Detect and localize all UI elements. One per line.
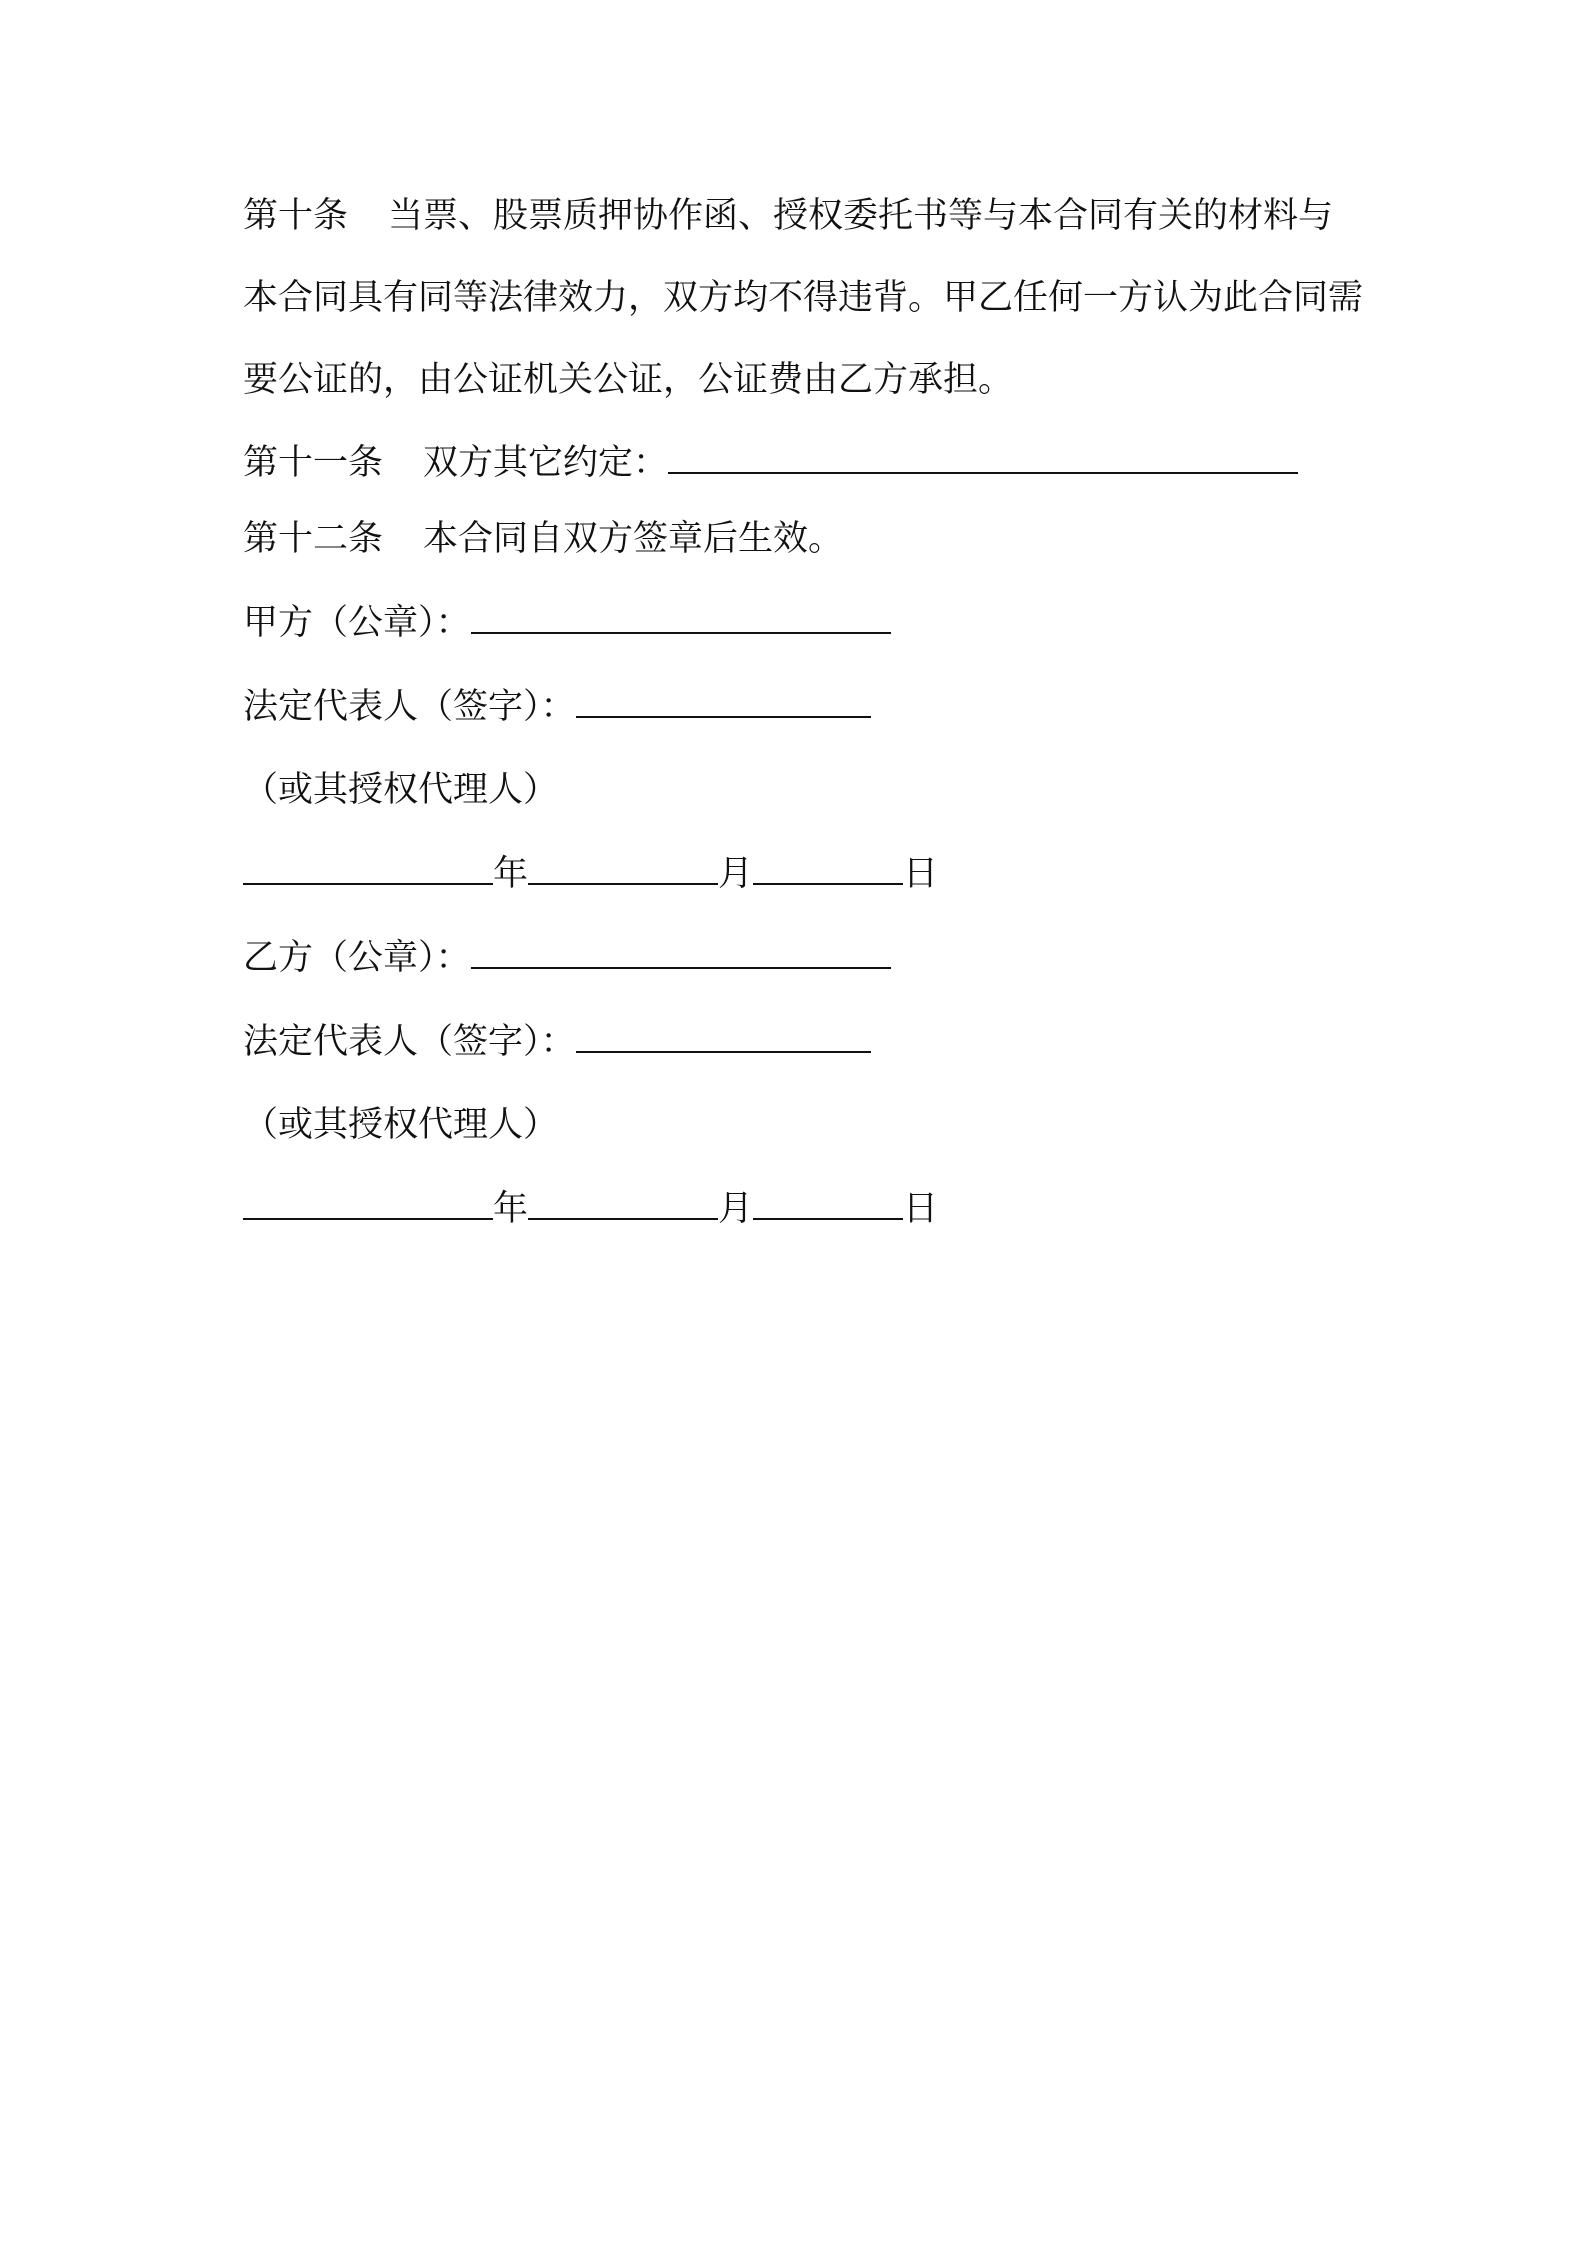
article-11-text: 双方其它约定： xyxy=(423,443,669,483)
party-b-seal-row xyxy=(243,937,1363,978)
party-b-seal-label: 乙方（公章）： xyxy=(243,938,471,978)
party-a-year-label: 年 xyxy=(493,854,529,894)
article-11 xyxy=(243,442,1363,483)
contract-content xyxy=(243,196,1363,1229)
party-a-rep-label: 法定代表人（签字）： xyxy=(243,687,576,727)
party-b-seal-blank[interactable] xyxy=(471,937,891,969)
article-11-number: 第十一条 xyxy=(243,443,384,483)
party-b-rep-row xyxy=(243,1021,1363,1062)
article-12-number: 第十二条 xyxy=(243,519,384,559)
party-b-year-label: 年 xyxy=(493,1189,529,1229)
party-b-rep-blank[interactable] xyxy=(576,1021,871,1053)
party-a-seal-row xyxy=(243,602,1363,643)
party-b-day-blank[interactable] xyxy=(753,1188,903,1220)
article-12-text: 本合同自双方签章后生效。 xyxy=(423,519,844,559)
party-b-date-row xyxy=(243,1188,1363,1229)
party-a-date-row xyxy=(243,853,1363,894)
article-10-text: 当票、股票质押协作函、授权委托书等与本合同有关的材料与本合同具有同等法律效力，双方均不得违背。甲乙任何一方认为此合同需要公证的，由公证机关公证，公证费由乙方承担。 xyxy=(243,196,1364,400)
party-b-year-blank[interactable] xyxy=(243,1188,493,1220)
party-a-month-blank[interactable] xyxy=(528,853,718,885)
party-a-day-label: 日 xyxy=(903,854,939,894)
article-10 xyxy=(243,175,1363,421)
party-a-month-label: 月 xyxy=(718,854,754,894)
article-12 xyxy=(243,519,1363,559)
party-a-agent-note: （或其授权代理人） xyxy=(243,770,559,810)
party-b-month-blank[interactable] xyxy=(528,1188,718,1220)
party-b-month-label: 月 xyxy=(718,1189,754,1229)
article-10-number: 第十条 xyxy=(243,196,349,236)
party-a-rep-row xyxy=(243,686,1363,727)
party-b-day-label: 日 xyxy=(903,1189,939,1229)
party-b-agent-note: （或其授权代理人） xyxy=(243,1105,559,1145)
party-a-rep-blank[interactable] xyxy=(576,686,871,718)
party-b-rep-label: 法定代表人（签字）： xyxy=(243,1022,576,1062)
other-terms-blank[interactable] xyxy=(668,442,1298,474)
party-a-year-blank[interactable] xyxy=(243,853,493,885)
party-a-day-blank[interactable] xyxy=(753,853,903,885)
party-a-seal-blank[interactable] xyxy=(471,602,891,634)
party-a-seal-label: 甲方（公章）： xyxy=(243,603,471,643)
